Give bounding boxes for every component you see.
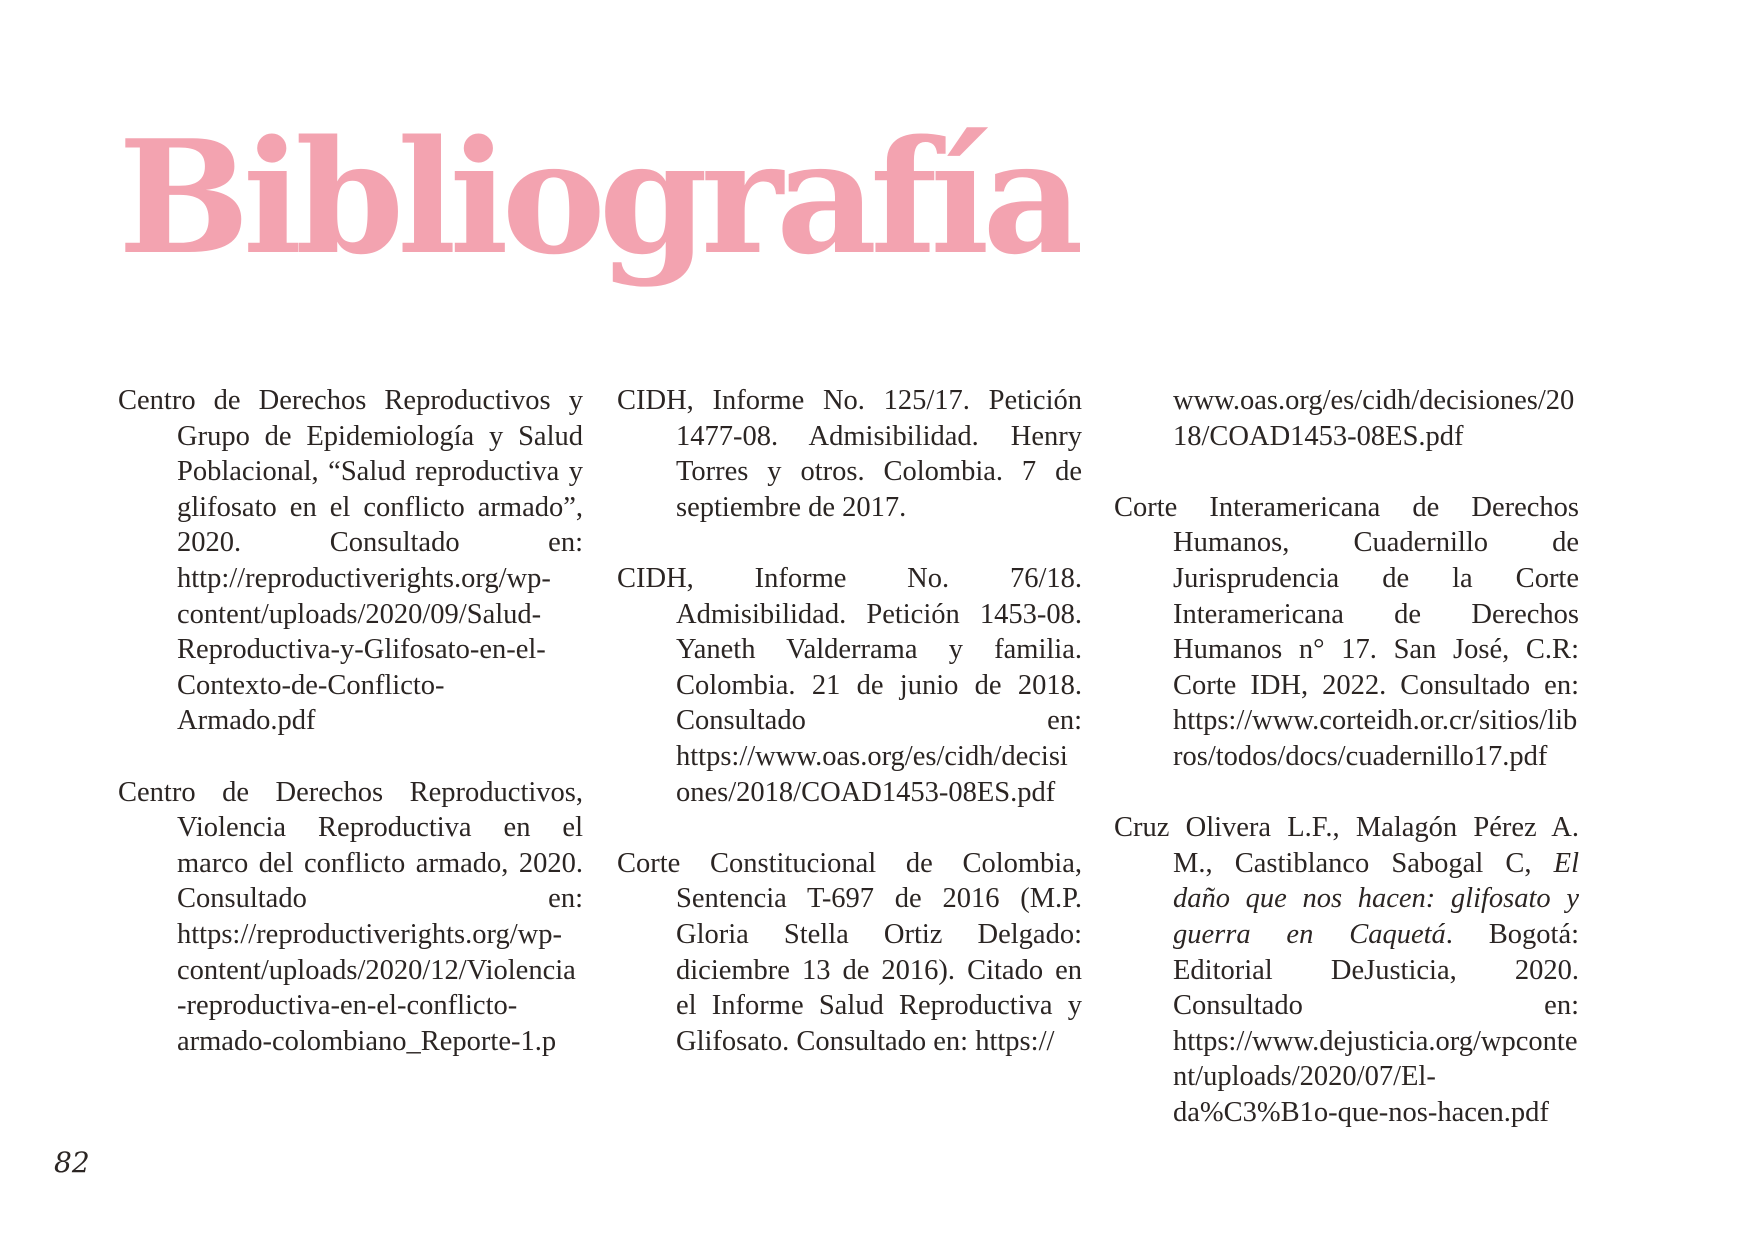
page-number: 82 [54, 1146, 90, 1179]
bibliography-entry: CIDH, Informe No. 76/18. Admisibilidad. Petición 1453-08. Yaneth Valderrama y familia. Colombia. 21 de junio de 2018. Consultado en: https://www.oas.org/es/cidh/decisiones/2018/COAD1453-08ES.pdf [617, 562, 1082, 808]
bibliography-entry: CIDH, Informe No. 125/17. Petición 1477-08. Admisibilidad. Henry Torres y otros. Colombia. 7 de septiembre de 2017. [617, 385, 1082, 523]
bibliography-entry: Corte Interamericana de Derechos Humanos, Cuadernillo de Jurisprudencia de la Corte Interamericana de Derechos Humanos n° 17. San José, C.R: Corte IDH, 2022. Consultado en: https://www.corteidh.or.cr/sitios/libros/todos/docs/cuadernillo17.pdf [1114, 491, 1579, 772]
bibliography-entry: Centro de Derechos Reproductivos y Grupo de Epidemiología y Salud Poblacional, “Salud reproductiva y glifosato en el conflicto armado”, 2020. Consultado en: http://reproductiverights.org/wp-content/uploads/2020/09/Salud-Reproductiva-y-Glifosato-en-el-Contexto-de-Conflicto-Armado.pdf [118, 385, 583, 737]
bibliography-column-2 [617, 383, 1082, 1095]
bibliography-column-3 [1114, 383, 1579, 1166]
bibliography-entry: Corte Constitucional de Colombia, Sentencia T-697 de 2016 (M.P. Gloria Stella Ortiz Delgado: diciembre 13 de 2016). Citado en el Informe Salud Reproductiva y Glifosato. Consultado en: https:// [617, 847, 1082, 1057]
entry-publication: . Bogotá: Editorial DeJusticia, 2020. Consultado en: https://www.dejusticia.org/wpcontent/uploads/2020/07/El-da%C3%B1o-que-nos-hacen.pdf [1173, 918, 1580, 1128]
bibliography-entry-continuation: www.oas.org/es/cidh/decisiones/2018/COAD1453-08ES.pdf [1173, 385, 1575, 452]
bibliography-entry: Centro de Derechos Reproductivos, Violencia Reproductiva en el marco del conflicto armado, 2020. Consultado en: https://reproductiverights.org/wp-content/uploads/2020/12/Violencia-reproductiva-en-el-conflicto-armado-colombiano_Reporte-1.p [118, 776, 583, 1057]
page-title: Bibliografía [118, 106, 1077, 289]
bibliography-entry [1114, 810, 1579, 1130]
bibliography-column-1 [118, 383, 583, 1095]
entry-title-italic: El daño que nos hacen: glifosato y guerra en Caquetá [1173, 847, 1579, 950]
entry-authors: Cruz Olivera L.F., Malagón Pérez A. M., Castiblanco Sabogal C, [1114, 812, 1579, 879]
